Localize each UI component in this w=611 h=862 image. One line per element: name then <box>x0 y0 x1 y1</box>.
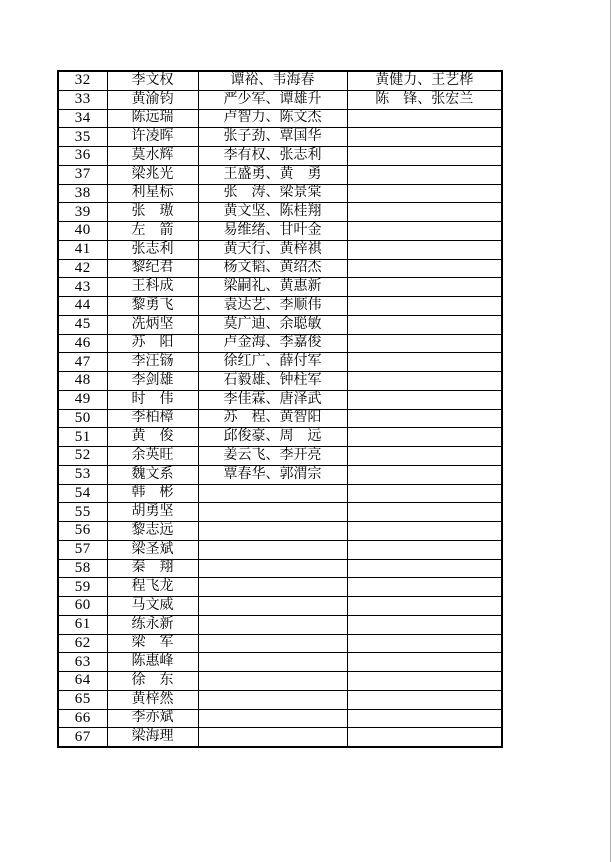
table-row <box>58 672 502 691</box>
members-cell: 严少军、谭雄升 <box>198 90 347 109</box>
row-number-cell: 64 <box>58 672 107 691</box>
members-cell: 易维绪、甘叶金 <box>198 222 347 241</box>
name-cell: 苏 阳 <box>107 334 198 353</box>
name-cell: 张志利 <box>107 240 198 259</box>
table-row <box>58 653 502 672</box>
table-row <box>58 222 502 241</box>
members-cell: 张子劲、覃国华 <box>198 128 347 147</box>
extra-members-cell <box>347 334 502 353</box>
name-cell: 冼炳坚 <box>107 315 198 334</box>
table-row <box>58 71 502 90</box>
name-cell: 程飞龙 <box>107 578 198 597</box>
row-number-cell: 65 <box>58 690 107 709</box>
name-cell: 梁圣斌 <box>107 540 198 559</box>
extra-members-cell <box>347 615 502 634</box>
members-cell: 石毅雄、钟柱军 <box>198 372 347 391</box>
name-cell: 李亦斌 <box>107 709 198 728</box>
extra-members-cell <box>347 128 502 147</box>
row-number-cell: 50 <box>58 409 107 428</box>
row-number-cell: 42 <box>58 259 107 278</box>
row-number-cell: 36 <box>58 147 107 166</box>
name-cell: 梁海理 <box>107 728 198 747</box>
extra-members-cell <box>347 165 502 184</box>
members-cell <box>198 634 347 653</box>
members-cell: 李有权、张志利 <box>198 147 347 166</box>
table-row <box>58 353 502 372</box>
members-cell <box>198 578 347 597</box>
name-cell: 胡勇坚 <box>107 503 198 522</box>
row-number-cell: 57 <box>58 540 107 559</box>
extra-members-cell: 陈 锋、张宏兰 <box>347 90 502 109</box>
row-number-cell: 60 <box>58 597 107 616</box>
members-cell: 张 涛、梁景棠 <box>198 184 347 203</box>
extra-members-cell <box>347 578 502 597</box>
table-row <box>58 90 502 109</box>
extra-members-cell <box>347 597 502 616</box>
row-number-cell: 52 <box>58 447 107 466</box>
name-cell: 梁兆光 <box>107 165 198 184</box>
extra-members-cell <box>347 297 502 316</box>
table-row <box>58 634 502 653</box>
extra-members-cell <box>347 634 502 653</box>
name-cell: 李文权 <box>107 71 198 90</box>
extra-members-cell <box>347 222 502 241</box>
members-cell <box>198 690 347 709</box>
extra-members-cell <box>347 372 502 391</box>
members-cell: 苏 程、黄智阳 <box>198 409 347 428</box>
row-number-cell: 45 <box>58 315 107 334</box>
extra-members-cell <box>347 409 502 428</box>
table-row <box>58 278 502 297</box>
members-cell <box>198 615 347 634</box>
name-cell: 利星标 <box>107 184 198 203</box>
row-number-cell: 61 <box>58 615 107 634</box>
table-row <box>58 203 502 222</box>
table-row <box>58 409 502 428</box>
table-row <box>58 390 502 409</box>
extra-members-cell <box>347 690 502 709</box>
name-cell: 魏文系 <box>107 465 198 484</box>
table-row <box>58 109 502 128</box>
extra-members-cell <box>347 353 502 372</box>
table-row <box>58 690 502 709</box>
name-cell: 陈惠峰 <box>107 653 198 672</box>
extra-members-cell <box>347 540 502 559</box>
table-row <box>58 147 502 166</box>
extra-members-cell <box>347 709 502 728</box>
members-cell <box>198 709 347 728</box>
members-cell: 李佳霖、唐泽武 <box>198 390 347 409</box>
row-number-cell: 54 <box>58 484 107 503</box>
extra-members-cell <box>347 503 502 522</box>
extra-members-cell <box>347 240 502 259</box>
table-row <box>58 540 502 559</box>
name-cell: 韩 彬 <box>107 484 198 503</box>
table-row <box>58 165 502 184</box>
row-number-cell: 49 <box>58 390 107 409</box>
extra-members-cell <box>347 447 502 466</box>
table-row <box>58 465 502 484</box>
name-cell: 黄梓然 <box>107 690 198 709</box>
table-row <box>58 240 502 259</box>
extra-members-cell: 黄健力、王艺桦 <box>347 71 502 90</box>
row-number-cell: 63 <box>58 653 107 672</box>
name-cell: 莫水辉 <box>107 147 198 166</box>
table-row <box>58 503 502 522</box>
name-cell: 梁 军 <box>107 634 198 653</box>
table-body <box>58 71 502 747</box>
members-cell <box>198 653 347 672</box>
name-cell: 许凌晖 <box>107 128 198 147</box>
row-number-cell: 38 <box>58 184 107 203</box>
name-cell: 李柏樟 <box>107 409 198 428</box>
table-row <box>58 615 502 634</box>
extra-members-cell <box>347 259 502 278</box>
extra-members-cell <box>347 465 502 484</box>
members-cell: 邱俊豪、周 远 <box>198 428 347 447</box>
row-number-cell: 55 <box>58 503 107 522</box>
members-cell <box>198 597 347 616</box>
members-cell: 覃春华、郭渭宗 <box>198 465 347 484</box>
name-cell: 李剑雄 <box>107 372 198 391</box>
row-number-cell: 51 <box>58 428 107 447</box>
name-cell: 王科成 <box>107 278 198 297</box>
members-cell <box>198 522 347 541</box>
row-number-cell: 46 <box>58 334 107 353</box>
row-number-cell: 35 <box>58 128 107 147</box>
row-number-cell: 32 <box>58 71 107 90</box>
table-row <box>58 559 502 578</box>
members-cell: 梁嗣礼、黄惠新 <box>198 278 347 297</box>
name-cell: 徐 东 <box>107 672 198 691</box>
members-cell: 杨文韬、黄绍杰 <box>198 259 347 278</box>
name-cell: 余英旺 <box>107 447 198 466</box>
row-number-cell: 37 <box>58 165 107 184</box>
name-cell: 秦 翔 <box>107 559 198 578</box>
table-row <box>58 709 502 728</box>
table-row <box>58 128 502 147</box>
extra-members-cell <box>347 147 502 166</box>
extra-members-cell <box>347 109 502 128</box>
row-number-cell: 39 <box>58 203 107 222</box>
name-cell: 左 箭 <box>107 222 198 241</box>
extra-members-cell <box>347 484 502 503</box>
table-row <box>58 578 502 597</box>
members-cell: 莫广迪、余聪敏 <box>198 315 347 334</box>
row-number-cell: 56 <box>58 522 107 541</box>
row-number-cell: 59 <box>58 578 107 597</box>
table-row <box>58 447 502 466</box>
table-row <box>58 484 502 503</box>
members-cell <box>198 672 347 691</box>
name-cell: 陈远瑞 <box>107 109 198 128</box>
extra-members-cell <box>347 203 502 222</box>
extra-members-cell <box>347 278 502 297</box>
row-number-cell: 44 <box>58 297 107 316</box>
row-number-cell: 67 <box>58 728 107 747</box>
extra-members-cell <box>347 522 502 541</box>
row-number-cell: 58 <box>58 559 107 578</box>
members-cell: 卢智力、陈文杰 <box>198 109 347 128</box>
row-number-cell: 53 <box>58 465 107 484</box>
extra-members-cell <box>347 428 502 447</box>
members-cell <box>198 559 347 578</box>
members-cell: 袁达艺、李顺伟 <box>198 297 347 316</box>
members-cell <box>198 728 347 747</box>
table-row <box>58 597 502 616</box>
row-number-cell: 48 <box>58 372 107 391</box>
extra-members-cell <box>347 728 502 747</box>
members-cell <box>198 484 347 503</box>
roster-table <box>57 70 503 748</box>
name-cell: 黄 俊 <box>107 428 198 447</box>
table-row <box>58 297 502 316</box>
name-cell: 时 伟 <box>107 390 198 409</box>
name-cell: 黄渝钧 <box>107 90 198 109</box>
members-cell: 黄天行、黄梓祺 <box>198 240 347 259</box>
table-row <box>58 315 502 334</box>
row-number-cell: 41 <box>58 240 107 259</box>
members-cell: 卢金海、李嘉俊 <box>198 334 347 353</box>
members-cell: 王盛勇、黄 勇 <box>198 165 347 184</box>
row-number-cell: 43 <box>58 278 107 297</box>
table-row <box>58 372 502 391</box>
table-row <box>58 184 502 203</box>
table-row <box>58 728 502 747</box>
members-cell: 姜云飞、李开亮 <box>198 447 347 466</box>
name-cell: 练永新 <box>107 615 198 634</box>
row-number-cell: 47 <box>58 353 107 372</box>
extra-members-cell <box>347 559 502 578</box>
members-cell: 黄文坚、陈桂翔 <box>198 203 347 222</box>
row-number-cell: 40 <box>58 222 107 241</box>
extra-members-cell <box>347 672 502 691</box>
extra-members-cell <box>347 390 502 409</box>
table-row <box>58 259 502 278</box>
row-number-cell: 66 <box>58 709 107 728</box>
extra-members-cell <box>347 315 502 334</box>
name-cell: 李汪铴 <box>107 353 198 372</box>
table-row <box>58 522 502 541</box>
name-cell: 黎纪君 <box>107 259 198 278</box>
members-cell: 徐红广、薛付军 <box>198 353 347 372</box>
name-cell: 黎志远 <box>107 522 198 541</box>
name-cell: 马文威 <box>107 597 198 616</box>
row-number-cell: 33 <box>58 90 107 109</box>
members-cell: 谭裕、韦海春 <box>198 71 347 90</box>
members-cell <box>198 503 347 522</box>
name-cell: 张 璈 <box>107 203 198 222</box>
table-row <box>58 334 502 353</box>
extra-members-cell <box>347 653 502 672</box>
row-number-cell: 34 <box>58 109 107 128</box>
row-number-cell: 62 <box>58 634 107 653</box>
table-row <box>58 428 502 447</box>
members-cell <box>198 540 347 559</box>
name-cell: 黎勇飞 <box>107 297 198 316</box>
extra-members-cell <box>347 184 502 203</box>
